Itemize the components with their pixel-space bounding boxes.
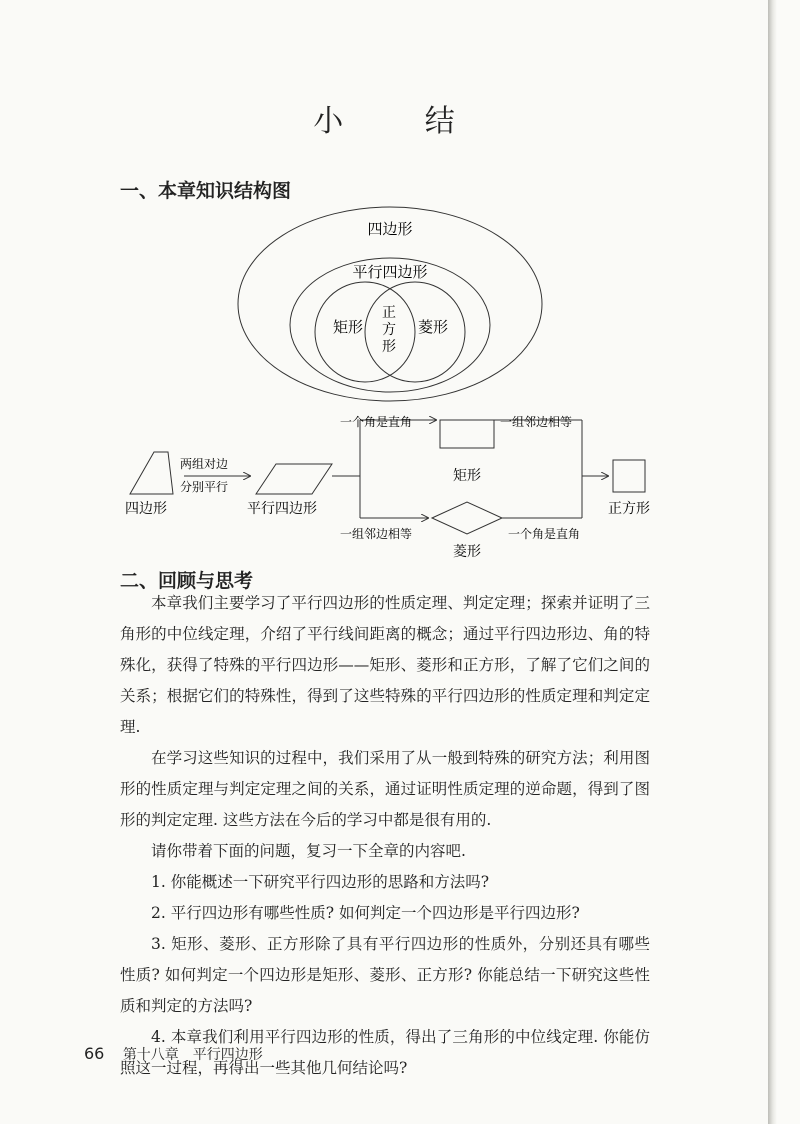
page-title: 小 结 — [313, 104, 491, 139]
condition-right-angle-top: 一个角是直角 — [340, 415, 413, 429]
venn-outer-label: 四边形 — [367, 220, 413, 238]
chapter-title: 第十八章 平行四边形 — [122, 1047, 263, 1063]
rectangle-label: 矩形 — [453, 468, 481, 484]
condition-adjacent-sides-top: 一组邻边相等 — [500, 415, 573, 429]
condition-adjacent-sides-bottom: 一组邻边相等 — [340, 527, 413, 541]
question-4: 4. 本章我们利用平行四边形的性质，得出了三角形的中位线定理. 你能仿照这一过程，再得出一些其他几何结论吗? — [120, 1028, 650, 1077]
venn-center-label-1: 正 — [382, 305, 396, 321]
review-text — [120, 588, 650, 1084]
venn-center-label-2: 方 — [382, 322, 396, 338]
parallelogram-shape — [256, 464, 332, 494]
venn-middle-label: 平行四边形 — [352, 263, 428, 281]
page-footer — [84, 1044, 263, 1064]
quadrilateral-label: 四边形 — [125, 501, 167, 517]
question-1: 1. 你能概述一下研究平行四边形的思路和方法吗? — [151, 873, 490, 891]
section2-heading: 二、回顾与思考 — [120, 570, 254, 592]
page-number: 66 — [84, 1044, 105, 1063]
rectangle-shape — [440, 420, 494, 448]
quadrilateral-shape — [130, 452, 173, 494]
parallelogram-label: 平行四边形 — [247, 501, 317, 517]
venn-center-label-3: 形 — [382, 339, 396, 355]
condition-two-pairs-line1: 两组对边 — [180, 457, 229, 471]
page-edge — [768, 0, 800, 1124]
condition-right-angle-bottom: 一个角是直角 — [508, 527, 581, 541]
venn-right-label: 菱形 — [417, 318, 449, 336]
paragraph-prompt: 请你带着下面的问题，复习一下全章的内容吧. — [151, 842, 466, 860]
question-2: 2. 平行四边形有哪些性质? 如何判定一个四边形是平行四边形? — [151, 904, 580, 922]
flow-diagram — [110, 410, 670, 565]
paragraph-summary: 本章我们主要学习了平行四边形的性质定理、判定定理；探索并证明了三角形的中位线定理，介绍了平行线间距离的概念；通过平行四边形边、角的特殊化，获得了特殊的平行四边形——矩形、菱形和正方形，了解了它们之间的关系；根据它们的特殊性，得到了这些特殊的平行四边形的性质定理和判定定理. — [120, 594, 650, 736]
condition-two-pairs-line2: 分别平行 — [180, 480, 229, 494]
square-shape — [613, 460, 645, 492]
rhombus-label: 菱形 — [453, 544, 481, 560]
venn-left-label: 矩形 — [332, 318, 364, 336]
rhombus-shape — [432, 502, 502, 534]
paragraph-methods: 在学习这些知识的过程中，我们采用了从一般到特殊的研究方法；利用图形的性质定理与判定定理之间的关系，通过证明性质定理的逆命题，得到了图形的判定定理. 这些方法在今后的学习中都是很有用的. — [120, 749, 650, 829]
square-label: 正方形 — [608, 501, 650, 517]
venn-diagram — [230, 200, 550, 410]
question-3: 3. 矩形、菱形、正方形除了具有平行四边形的性质外，分别还具有哪些性质? 如何判定一个四边形是矩形、菱形、正方形? 你能总结一下研究这些性质和判定的方法吗? — [120, 935, 650, 1015]
section1-heading: 一、本章知识结构图 — [120, 180, 292, 202]
